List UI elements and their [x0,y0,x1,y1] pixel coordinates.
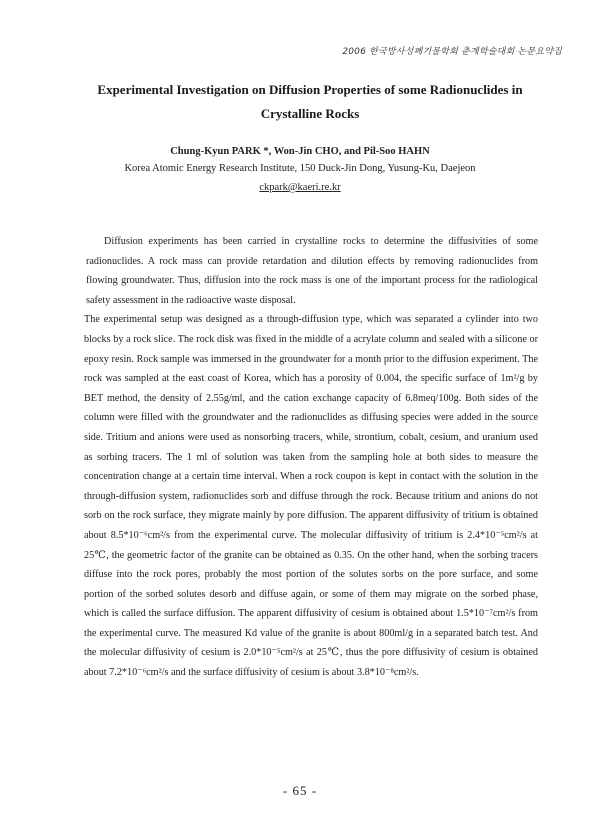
conference-header: 2006 한국방사성폐기물학회 춘계학술대회 논문요약집 [342,47,562,57]
email-address: ckpark@kaeri.re.kr [259,182,341,193]
title-line-2: Crystalline Rocks [260,106,360,121]
email [0,182,600,193]
authors: Chung-Kyun PARK *, Won-Jin CHO, and Pil-Soo HAHN [170,146,430,157]
abstract-paragraph-1: Diffusion experiments has been carried in crystalline rocks to determine the diffusivities of some radionuclides. A rock mass can provide retardation and dilution effects by removing radionuclides from flowing groundwater. Thus, diffusion into the rock mass is one of the important process for the radiological safety assessment in the radioactive waste disposal. [86,236,538,306]
paper-title [80,78,540,126]
page-number: - 65 - [282,783,318,798]
abstract-body [86,232,538,683]
abstract-paragraph-2: The experimental setup was designed as a through-diffusion type, which was separated a cylinder into two blocks by a rock slice. The rock disk was fixed in the middle of a acrylate column and sealed with a silicone or epoxy resin. Rock sample was immersed in the groundwater for a month prior to the diffusion experiment. The rock was sampled at the east coast of Korea, which has a porosity of 0.004, the specific surface of 1m²/g by BET method, the density of 2.55g/ml, and the cation exchange capacity of 6.8meq/100g. Both sides of the column were filled with the groundwater and the radionuclides as diffusing species were added in the source side. Tritium and anions were used as nonsorbing tracers, while, strontium, cobalt, cesium, and uranium used as sorbing tracers. The 1 ml of solution was taken from the sampling hole at both sides to measure the concentration change at a certain time interval. When a rock coupon is kept in contact with the solution in the through-diffusion system, radionuclides sorb and diffuse through the rock. Because tritium and anions do not sorb on the rock surface, they migrate mainly by pore diffusion. The apparent diffusivity of tritium is obtained about 8.5*10⁻⁶cm²/s from the experimental curve. The molecular diffusivity of tritium is 2.4*10⁻⁵cm²/s at 25℃, the geometric factor of the granite can be obtained as 0.35. On the other hand, when the sorbing tracers diffuse into the rock pores, probably the most portion of the solutes sorbs on the pore surface, and some portion of the sorbed solutes desorb and diffuse again, or some of them may migrate on the sorbed phase, which is called the surface diffusion. The apparent diffusivity of cesium is obtained about 1.5*10⁻⁷cm²/s from the experimental curve. The measured Kd value of the granite is about 800ml/g in a separated batch test. And the molecular diffusivity of cesium is 2.0*10⁻⁵cm²/s at 25℃, thus the pore diffusivity of cesium is obtained about 7.2*10⁻⁶cm²/s and the surface diffusivity of cesium is about 3.8*10⁻⁸cm²/s. [84,314,538,679]
affiliation: Korea Atomic Energy Research Institute, 150 Duck-Jin Dong, Yusung-Ku, Daejeon [124,163,476,174]
title-line-1: Experimental Investigation on Diffusion Properties of some Radionuclides in [97,82,523,97]
